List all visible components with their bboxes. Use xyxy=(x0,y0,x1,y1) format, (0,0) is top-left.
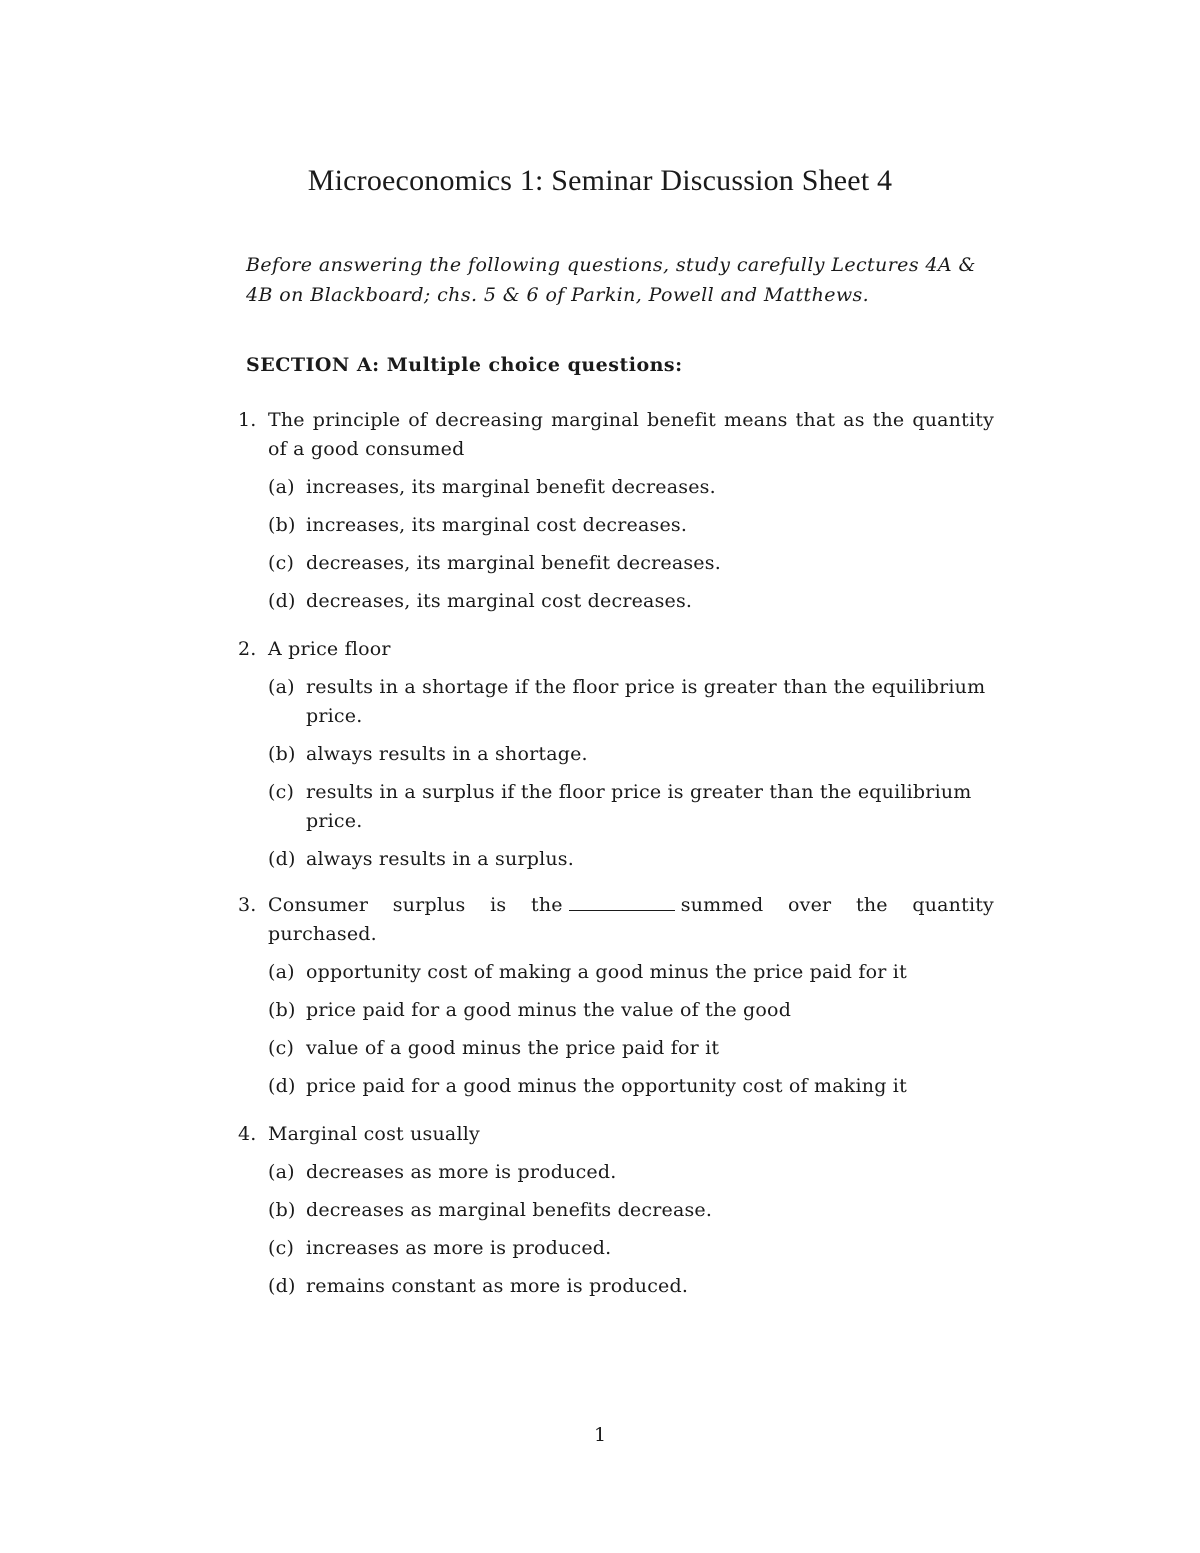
option-text: increases, its marginal cost decreases. xyxy=(306,514,688,536)
option-b xyxy=(268,1196,994,1225)
option-text: results in a shortage if the floor price is greater than the equilibrium price. xyxy=(306,676,986,727)
option-text: value of a good minus the price paid for it xyxy=(306,1037,720,1059)
option-a xyxy=(268,673,994,731)
option-label: (c) xyxy=(268,1237,295,1259)
question-text: Marginal cost usually xyxy=(268,1123,480,1145)
question-number: 3. xyxy=(238,894,257,916)
question-2 xyxy=(238,635,994,874)
question-4 xyxy=(238,1120,994,1301)
option-label: (b) xyxy=(268,743,296,765)
option-text: opportunity cost of making a good minus the price paid for it xyxy=(306,961,907,983)
option-label: (b) xyxy=(268,1199,296,1221)
question-3 xyxy=(238,891,994,1101)
option-label: (a) xyxy=(268,476,295,498)
option-text: decreases, its marginal benefit decreases. xyxy=(306,552,721,574)
option-label: (d) xyxy=(268,1275,296,1297)
fill-in-blank xyxy=(569,895,675,911)
option-b xyxy=(268,511,994,540)
option-c xyxy=(268,778,994,836)
option-label: (a) xyxy=(268,1161,295,1183)
section-heading: SECTION A: Multiple choice questions: xyxy=(246,354,683,376)
option-label: (c) xyxy=(268,781,295,803)
option-d xyxy=(268,587,994,616)
option-text: price paid for a good minus the opportunity cost of making it xyxy=(306,1075,907,1097)
option-text: increases as more is produced. xyxy=(306,1237,612,1259)
option-label: (d) xyxy=(268,848,296,870)
question-text: A price floor xyxy=(268,638,391,660)
option-text: increases, its marginal benefit decreases. xyxy=(306,476,716,498)
question-number: 1. xyxy=(238,409,257,431)
option-label: (b) xyxy=(268,514,296,536)
option-text: decreases, its marginal cost decreases. xyxy=(306,590,693,612)
option-c xyxy=(268,1034,994,1063)
option-label: (d) xyxy=(268,590,296,612)
option-text: always results in a shortage. xyxy=(306,743,588,765)
option-text: always results in a surplus. xyxy=(306,848,574,870)
option-label: (a) xyxy=(268,676,295,698)
question-number: 4. xyxy=(238,1123,257,1145)
option-label: (a) xyxy=(268,961,295,983)
option-c xyxy=(268,549,994,578)
page-title: Microeconomics 1: Seminar Discussion Sheet 4 xyxy=(307,164,893,197)
question-text: The principle of decreasing marginal benefit means that as the quantity of a good consumed xyxy=(268,409,994,460)
option-d xyxy=(268,845,994,874)
option-c xyxy=(268,1234,994,1263)
page-number: 1 xyxy=(593,1424,607,1446)
question-text-after: summed over the quantity purchased. xyxy=(268,894,994,945)
option-text: results in a surplus if the floor price is greater than the equilibrium price. xyxy=(306,781,972,832)
option-text: remains constant as more is produced. xyxy=(306,1275,689,1297)
option-a xyxy=(268,1158,994,1187)
option-label: (c) xyxy=(268,552,295,574)
option-d xyxy=(268,1072,994,1101)
question-text xyxy=(268,891,994,949)
option-a xyxy=(268,958,994,987)
option-text: price paid for a good minus the value of the good xyxy=(306,999,792,1021)
option-d xyxy=(268,1272,994,1301)
option-text: decreases as marginal benefits decrease. xyxy=(306,1199,713,1221)
option-b xyxy=(268,996,994,1025)
intro-paragraph: Before answering the following questions, study carefully Lectures 4A & 4B on Blackboard; chs. 5 & 6 of Parkin, Powell and Matthews. xyxy=(246,254,976,306)
question-text-before: Consumer surplus is the xyxy=(268,894,563,916)
option-b xyxy=(268,740,994,769)
option-text: decreases as more is produced. xyxy=(306,1161,617,1183)
option-a xyxy=(268,473,994,502)
option-label: (c) xyxy=(268,1037,295,1059)
option-label: (b) xyxy=(268,999,296,1021)
question-1 xyxy=(238,406,994,616)
option-label: (d) xyxy=(268,1075,296,1097)
question-number: 2. xyxy=(238,638,257,660)
